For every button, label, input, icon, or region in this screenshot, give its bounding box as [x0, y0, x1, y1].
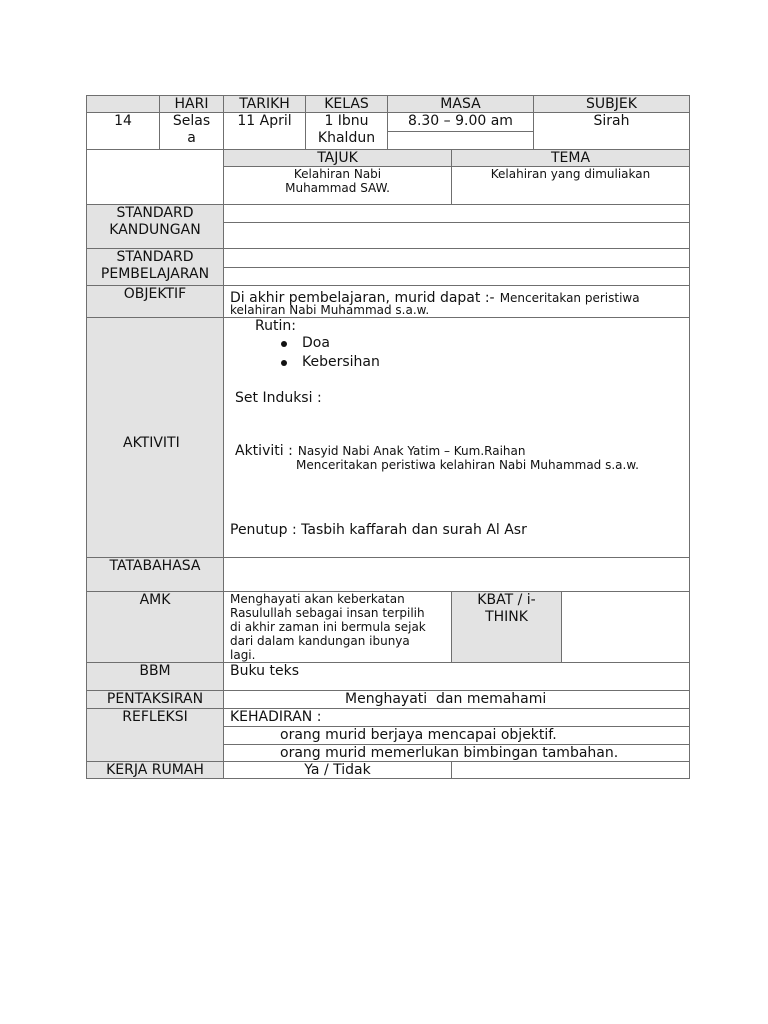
standard-pembelajaran-value-2	[223, 267, 690, 286]
amk-line-3: di akhir zaman ini bermula sejak	[230, 620, 426, 634]
aktiviti-line-1	[235, 440, 525, 460]
amk-line-2: Rasulullah sebagai insan terpilih	[230, 606, 425, 620]
refleksi-kehadiran: KEHADIRAN :	[223, 708, 690, 727]
minggu-cell: 14	[86, 112, 160, 150]
kelas-line-2: Khaldun	[317, 130, 376, 146]
pentaksiran-value	[223, 690, 690, 709]
kerja-rumah-label: KERJA RUMAH	[86, 761, 224, 779]
header-tarikh: TARIKH	[223, 95, 306, 113]
kelas-cell	[305, 112, 388, 150]
refleksi-objektif-text: orang murid berjaya mencapai objektif.	[280, 727, 557, 743]
aktiviti-item-1: Nasyid Nabi Anak Yatim – Kum.Raihan	[297, 444, 526, 458]
objektif-tail: Menceritakan peristiwa	[499, 291, 640, 305]
kbat-line-1: KBAT / i-	[477, 592, 536, 608]
kelas-line-1: 1 Ibnu	[324, 113, 369, 129]
kbat-value	[561, 591, 690, 663]
tatabahasa-label: TATABAHASA	[86, 557, 224, 592]
rutin-item-kebersihan: Kebersihan	[302, 354, 380, 370]
bullet-icon	[281, 341, 287, 347]
standard-pembelajaran-value-1	[223, 248, 690, 268]
header-masa: MASA	[387, 95, 534, 113]
standard-kandungan-line-2: KANDUNGAN	[109, 222, 201, 238]
header-hari: HARI	[159, 95, 224, 113]
hari-line-2: a	[187, 130, 196, 146]
kerja-rumah-value: Ya / Tidak	[223, 761, 452, 779]
amk-label: AMK	[86, 591, 224, 663]
standard-pembelajaran-line-2: PEMBELAJARAN	[100, 266, 210, 282]
refleksi-label: REFLEKSI	[86, 708, 224, 762]
refleksi-bimbingan-text: orang murid memerlukan bimbingan tambahan.	[280, 745, 619, 761]
aktiviti-item-2: Menceritakan peristiwa kelahiran Nabi Muhammad s.a.w.	[296, 458, 639, 472]
hari-cell	[159, 112, 224, 150]
objektif-value	[223, 285, 690, 318]
objektif-label: OBJEKTIF	[86, 285, 224, 318]
refleksi-line-2	[223, 726, 690, 745]
header-blank-cell	[86, 95, 160, 113]
penutup: Penutup : Tasbih kaffarah dan surah Al Asr	[230, 522, 527, 538]
hari-line-1: Selas	[172, 113, 211, 129]
set-induksi: Set Induksi :	[235, 390, 322, 406]
kbat-line-2: THINK	[485, 609, 528, 625]
amk-line-5: lagi.	[230, 648, 256, 662]
standard-pembelajaran-label	[86, 248, 224, 286]
pentaksiran-label: PENTAKSIRAN	[86, 690, 224, 709]
objektif-lead: Di akhir pembelajaran, murid dapat :-	[230, 290, 495, 306]
amk-value	[223, 591, 452, 663]
tatabahasa-value	[223, 557, 690, 592]
standard-kandungan-value-1	[223, 204, 690, 223]
aktiviti-label: AKTIVITI	[123, 435, 180, 451]
tarikh-cell: 11 April	[223, 112, 306, 150]
pentaksiran-text: Menghayati dan memahami	[345, 691, 547, 707]
rutin-label: Rutin:	[255, 318, 296, 334]
header-subjek: SUBJEK	[533, 95, 690, 113]
refleksi-line-3	[223, 744, 690, 762]
standard-pembelajaran-line-1: STANDARD	[116, 249, 194, 265]
kerja-rumah-blank	[451, 761, 690, 779]
tajuk-label: TAJUK	[223, 149, 452, 167]
bbm-value: Buku teks	[223, 662, 690, 691]
standard-kandungan-label	[86, 204, 224, 249]
bbm-label: BBM	[86, 662, 224, 691]
amk-line-4: dari dalam kandungan ibunya	[230, 634, 410, 648]
rutin-item-doa: Doa	[302, 335, 330, 351]
masa-blank-cell	[387, 131, 534, 150]
subjek-cell: Sirah	[533, 112, 690, 150]
aktiviti-label-cell	[86, 317, 224, 558]
tajuk-value	[223, 166, 452, 205]
aktiviti-lead: Aktiviti :	[235, 443, 293, 459]
objektif-line-2: kelahiran Nabi Muhammad s.a.w.	[230, 303, 430, 317]
tema-label: TEMA	[451, 149, 690, 167]
aktiviti-value	[223, 317, 690, 558]
tajuk-line-1: Kelahiran Nabi	[293, 167, 382, 181]
tema-value: Kelahiran yang dimuliakan	[451, 166, 690, 205]
header-kelas: KELAS	[305, 95, 388, 113]
tajuk-left-blank	[86, 149, 224, 205]
standard-kandungan-line-1: STANDARD	[116, 205, 194, 221]
standard-kandungan-value-2	[223, 222, 690, 249]
kbat-label	[451, 591, 562, 663]
masa-cell: 8.30 – 9.00 am	[387, 112, 534, 132]
bullet-icon	[281, 360, 287, 366]
amk-line-1: Menghayati akan keberkatan	[230, 592, 405, 606]
tajuk-line-2: Muhammad SAW.	[285, 181, 390, 195]
